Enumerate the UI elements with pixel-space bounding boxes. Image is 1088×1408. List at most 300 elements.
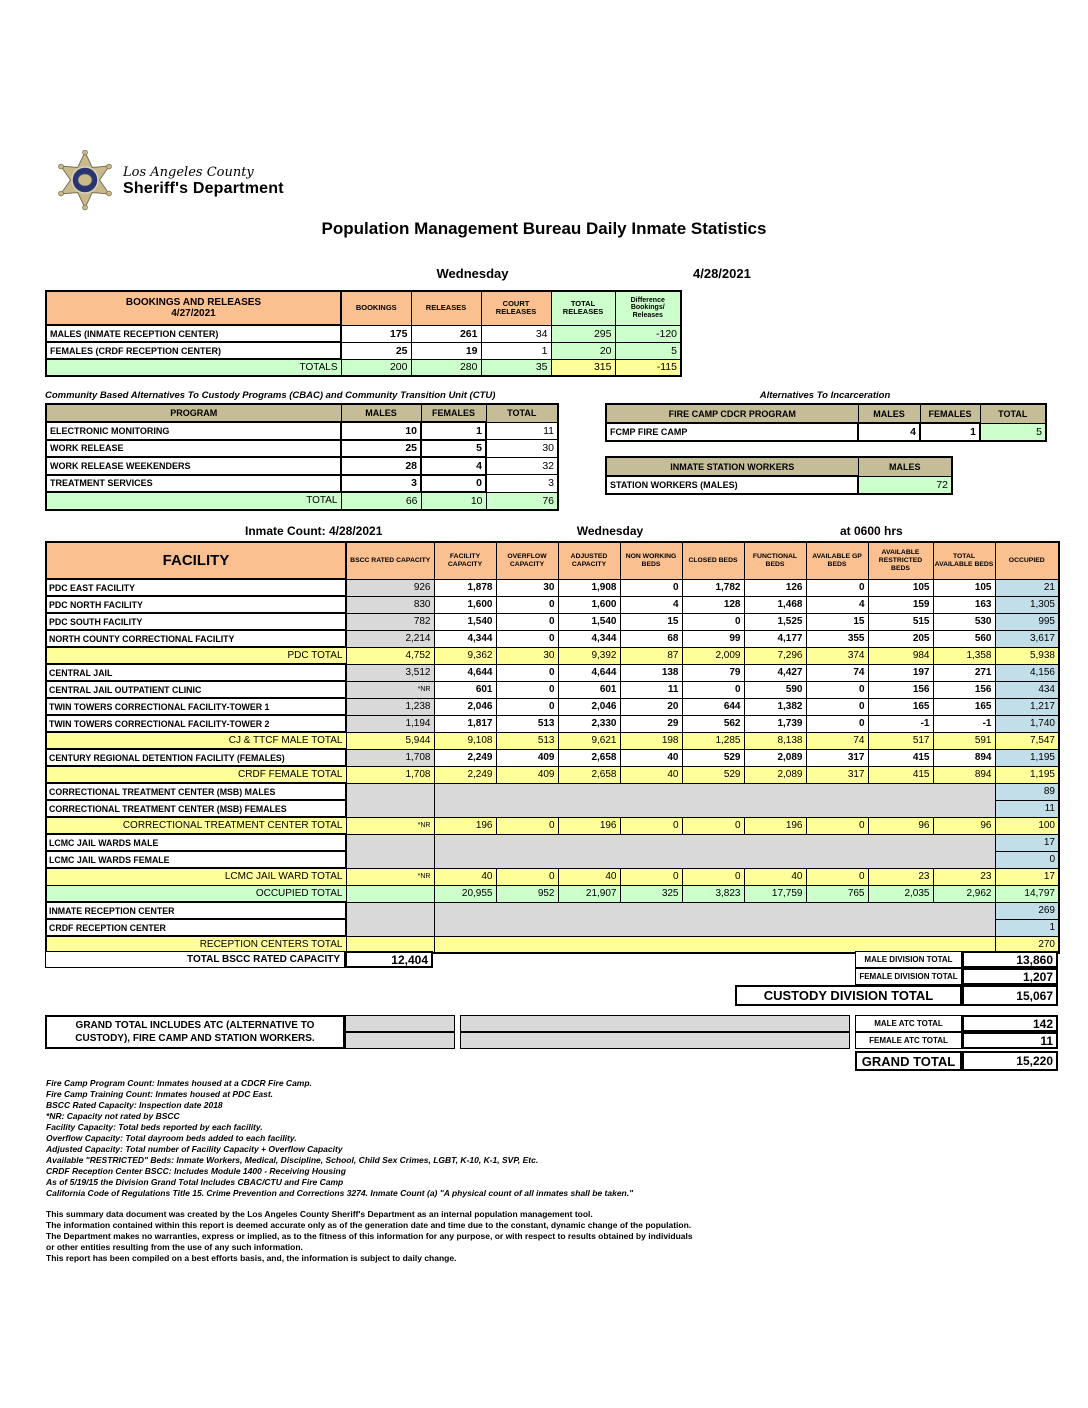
capacity-value: 30 [496, 579, 558, 596]
occupied-value: 1,740 [995, 715, 1059, 732]
capacity-value: 7,296 [744, 647, 806, 664]
bscc-value: 2,214 [346, 630, 434, 647]
capacity-value: 4 [806, 596, 868, 613]
capacity-value: 159 [868, 596, 933, 613]
capacity-value: 1,908 [558, 579, 620, 596]
occupied-value: 17 [995, 834, 1059, 851]
facility-label: LCMC JAIL WARDS MALE [46, 834, 346, 851]
bookings-title-text: BOOKINGS AND RELEASES [125, 297, 262, 308]
col-program: PROGRAM [46, 404, 341, 422]
col-adjusted-capacity: ADJUSTED CAPACITY [558, 542, 620, 579]
capacity-value: 156 [868, 681, 933, 698]
fire-camp-header-row [606, 404, 1046, 423]
bscc-empty [346, 834, 434, 851]
capacity-value: 325 [620, 885, 682, 902]
cbac-title: Community Based Alternatives To Custody Programs (CBAC) and Community Transition Unit (CTU) [45, 390, 496, 401]
col-bookings: BOOKINGS [341, 291, 411, 325]
agency-name [123, 165, 284, 198]
facility-label: CORRECTIONAL TREATMENT CENTER (MSB) MALES [46, 783, 346, 800]
subtotal-label: LCMC JAIL WARD TOTAL [46, 868, 346, 885]
cbac-header-row [46, 404, 558, 422]
bscc-value: 3,512 [346, 664, 434, 681]
facility-label: CORRECTIONAL TREATMENT CENTER (MSB) FEMALES [46, 800, 346, 817]
grand-total-note-line1: GRAND TOTAL INCLUDES ATC (ALTERNATIVE TO [75, 1020, 315, 1031]
capacity-value: 1,782 [682, 579, 744, 596]
fire-camp-females: 1 [920, 423, 980, 441]
facility-label: NORTH COUNTY CORRECTIONAL FACILITY [46, 630, 346, 647]
capacity-value: 2,962 [933, 885, 995, 902]
capacity-value: 4,177 [744, 630, 806, 647]
capacity-value: 0 [496, 868, 558, 885]
capacity-value: 0 [620, 868, 682, 885]
capacity-value: 1,878 [434, 579, 496, 596]
bscc-value: 1,708 [346, 766, 434, 783]
capacity-value: 1,600 [558, 596, 620, 613]
grand-total-note-line2: CUSTODY), FIRE CAMP AND STATION WORKERS. [75, 1033, 315, 1044]
capacity-value: 0 [620, 579, 682, 596]
capacity-value: 15 [620, 613, 682, 630]
col-total: TOTAL [980, 404, 1046, 423]
capacity-value: 0 [806, 715, 868, 732]
station-workers-header-row [606, 457, 952, 476]
capacity-value: 415 [868, 749, 933, 766]
col-releases: RELEASES [411, 291, 481, 325]
facility-label: PDC SOUTH FACILITY [46, 613, 346, 630]
capacity-value: 2,046 [558, 698, 620, 715]
male-division-total-value: 13,860 [962, 951, 1058, 968]
capacity-value: 9,392 [558, 647, 620, 664]
cbac-totals-row [46, 492, 558, 510]
merged-empty [434, 834, 995, 851]
capacity-value: 515 [868, 613, 933, 630]
capacity-value: 11 [620, 681, 682, 698]
bookings-row [46, 325, 681, 342]
capacity-value: 2,330 [558, 715, 620, 732]
capacity-value: 68 [620, 630, 682, 647]
total-bscc-rated-capacity-label: TOTAL BSCC RATED CAPACITY [45, 951, 345, 968]
bookings-value: 261 [411, 325, 481, 342]
capacity-value: 0 [496, 664, 558, 681]
report-day: Wednesday [436, 266, 509, 281]
capacity-value: 1,358 [933, 647, 995, 664]
sheriff-star-icon [55, 150, 115, 212]
occupied-value: 4,156 [995, 664, 1059, 681]
capacity-value: 23 [868, 868, 933, 885]
col-males: MALES [858, 457, 952, 476]
subtotal-label: CJ & TTCF MALE TOTAL [46, 732, 346, 749]
capacity-value: 0 [496, 630, 558, 647]
capacity-value: 644 [682, 698, 744, 715]
col-non-working-beds: NON WORKING BEDS [620, 542, 682, 579]
capacity-value: 40 [434, 868, 496, 885]
capacity-value: 40 [744, 868, 806, 885]
empty-cell [345, 1032, 455, 1049]
cbac-row-label: ELECTRONIC MONITORING [46, 422, 341, 440]
capacity-value: 105 [933, 579, 995, 596]
capacity-value: 0 [806, 579, 868, 596]
capacity-value: 409 [496, 766, 558, 783]
footnotes [46, 1078, 633, 1199]
occupied-value: 17 [995, 868, 1059, 885]
cbac-males: 25 [341, 440, 421, 458]
footnote-line: Adjusted Capacity: Total number of Facility Capacity + Overflow Capacity [46, 1144, 343, 1154]
col-total-available-beds: TOTAL AVAILABLE BEDS [933, 542, 995, 579]
capacity-value: 9,108 [434, 732, 496, 749]
merged-empty [434, 902, 995, 919]
cbac-row [46, 440, 558, 458]
facility-row [46, 834, 1059, 851]
capacity-value: 23 [933, 868, 995, 885]
bookings-total-value: 35 [481, 359, 551, 376]
facility-row [46, 817, 1059, 834]
cbac-females: 0 [421, 475, 486, 493]
capacity-value: 29 [620, 715, 682, 732]
occupied-value: 100 [995, 817, 1059, 834]
capacity-value: 0 [682, 613, 744, 630]
capacity-value: 74 [806, 664, 868, 681]
facility-row [46, 766, 1059, 783]
cbac-males: 10 [341, 422, 421, 440]
col-functional-beds: FUNCTIONAL BEDS [744, 542, 806, 579]
capacity-value: 530 [933, 613, 995, 630]
occupied-value: 89 [995, 783, 1059, 800]
facility-label: INMATE RECEPTION CENTER [46, 902, 346, 919]
bscc-value: 782 [346, 613, 434, 630]
capacity-value: 79 [682, 664, 744, 681]
footnote-line: Fire Camp Program Count: Inmates housed at a CDCR Fire Camp. [46, 1078, 312, 1088]
subtotal-label: PDC TOTAL [46, 647, 346, 664]
facility-label: CENTURY REGIONAL DETENTION FACILITY (FEMALES) [46, 749, 346, 766]
male-division-total-label: MALE DIVISION TOTAL [855, 951, 962, 968]
capacity-value: 4,644 [434, 664, 496, 681]
fire-camp-table [605, 403, 1047, 442]
female-division-total-value: 1,207 [962, 968, 1058, 985]
bscc-empty [346, 902, 434, 919]
col-males: MALES [341, 404, 421, 422]
cbac-total-value: 76 [486, 492, 558, 510]
empty-cell [460, 1015, 850, 1032]
capacity-value: 96 [868, 817, 933, 834]
capacity-value: 560 [933, 630, 995, 647]
capacity-value: 163 [933, 596, 995, 613]
facility-label: LCMC JAIL WARDS FEMALE [46, 851, 346, 868]
facility-row [46, 647, 1059, 664]
grand-total-note [45, 1015, 345, 1049]
cbac-males: 3 [341, 475, 421, 493]
cbac-row-label: TREATMENT SERVICES [46, 475, 341, 493]
occupied-value: 269 [995, 902, 1059, 919]
bookings-value: 295 [551, 325, 615, 342]
capacity-value: 894 [933, 766, 995, 783]
capacity-value: 2,089 [744, 749, 806, 766]
facility-row [46, 749, 1059, 766]
capacity-value: 513 [496, 715, 558, 732]
col-bscc-rated-capacity: BSCC RATED CAPACITY [346, 542, 434, 579]
cbac-females: 5 [421, 440, 486, 458]
capacity-value: 317 [806, 766, 868, 783]
capacity-value: 765 [806, 885, 868, 902]
occupied-value: 14,797 [995, 885, 1059, 902]
disclaimer-line: This summary data document was created by the Los Angeles County Sheriff's Department as an internal population management tool. [46, 1209, 593, 1219]
capacity-value: 2,658 [558, 766, 620, 783]
capacity-value: 4,427 [744, 664, 806, 681]
facility-label: TWIN TOWERS CORRECTIONAL FACILITY-TOWER 2 [46, 715, 346, 732]
capacity-value: 2,046 [434, 698, 496, 715]
capacity-value: 30 [496, 647, 558, 664]
capacity-value: 105 [868, 579, 933, 596]
bookings-table [45, 290, 682, 377]
capacity-value: 591 [933, 732, 995, 749]
fire-camp-total: 5 [980, 423, 1046, 441]
capacity-value: 562 [682, 715, 744, 732]
bscc-value: 830 [346, 596, 434, 613]
capacity-value: 0 [620, 817, 682, 834]
cbac-total-value: 10 [421, 492, 486, 510]
capacity-value: 513 [496, 732, 558, 749]
capacity-value: 601 [558, 681, 620, 698]
facility-row [46, 800, 1059, 817]
cbac-females: 4 [421, 457, 486, 475]
bookings-total-value: 315 [551, 359, 615, 376]
bookings-totals-row [46, 359, 681, 376]
bscc-value: 1,238 [346, 698, 434, 715]
bscc-value: *NR [346, 681, 434, 698]
capacity-value: 1,739 [744, 715, 806, 732]
cbac-row-label: WORK RELEASE WEEKENDERS [46, 457, 341, 475]
capacity-value: 138 [620, 664, 682, 681]
capacity-value: 0 [806, 868, 868, 885]
capacity-value: 2,089 [744, 766, 806, 783]
disclaimer-line: The Department makes no warranties, express or implied, as to the fitness of this information for any purpose, or with respect to results obtained by individuals [46, 1231, 693, 1241]
capacity-value: 0 [496, 613, 558, 630]
capacity-value: 0 [496, 596, 558, 613]
facility-row [46, 732, 1059, 749]
bookings-value: 25 [341, 342, 411, 359]
capacity-value: 128 [682, 596, 744, 613]
male-atc-total-value: 142 [962, 1015, 1058, 1032]
subtotal-label: CORRECTIONAL TREATMENT CENTER TOTAL [46, 817, 346, 834]
bookings-value: -120 [615, 325, 681, 342]
facility-row [46, 698, 1059, 715]
capacity-value: 2,658 [558, 749, 620, 766]
bookings-value: 175 [341, 325, 411, 342]
capacity-value: 3,823 [682, 885, 744, 902]
capacity-value: 198 [620, 732, 682, 749]
bookings-total-value: 200 [341, 359, 411, 376]
capacity-value: 99 [682, 630, 744, 647]
custody-division-total-label: CUSTODY DIVISION TOTAL [735, 985, 962, 1006]
capacity-value: 415 [868, 766, 933, 783]
bookings-row-label: FEMALES (CRDF RECEPTION CENTER) [46, 342, 341, 359]
facility-row [46, 715, 1059, 732]
capacity-value: 197 [868, 664, 933, 681]
col-total: TOTAL [486, 404, 558, 422]
capacity-value: 15 [806, 613, 868, 630]
col-inmate-station-workers: INMATE STATION WORKERS [606, 457, 858, 476]
col-facility: FACILITY [46, 542, 346, 579]
cbac-total: 11 [486, 422, 558, 440]
agency-department: Sheriff's Department [123, 179, 284, 197]
capacity-value: 40 [558, 868, 620, 885]
bscc-value: 926 [346, 579, 434, 596]
cbac-total-value: 66 [341, 492, 421, 510]
cbac-total: 3 [486, 475, 558, 493]
col-females: FEMALES [920, 404, 980, 423]
capacity-value: 317 [806, 749, 868, 766]
bookings-total-value: -115 [615, 359, 681, 376]
disclaimer [46, 1209, 693, 1264]
bscc-value: *NR [346, 817, 434, 834]
capacity-value: 196 [558, 817, 620, 834]
occupied-value: 434 [995, 681, 1059, 698]
disclaimer-line: The information contained within this report is deemed accurate only as of the generation date and time due to the constant, dynamic change of the population. [46, 1220, 692, 1230]
capacity-value: 4,644 [558, 664, 620, 681]
inmate-count-label: Inmate Count: 4/28/2021 [245, 524, 383, 538]
facility-row [46, 783, 1059, 800]
col-available-gp-beds: AVAILABLE GP BEDS [806, 542, 868, 579]
capacity-value: 156 [933, 681, 995, 698]
bookings-value: 34 [481, 325, 551, 342]
bscc-value: 1,194 [346, 715, 434, 732]
capacity-value: 0 [496, 681, 558, 698]
report-date: 4/28/2021 [693, 266, 751, 281]
capacity-value: 0 [806, 698, 868, 715]
grand-total-section [45, 1015, 1058, 1075]
station-workers-value: 72 [858, 476, 952, 494]
bscc-value: 5,944 [346, 732, 434, 749]
bscc-empty [346, 783, 434, 800]
capacity-value: 984 [868, 647, 933, 664]
col-overflow-capacity: OVERFLOW CAPACITY [496, 542, 558, 579]
bookings-header-title [46, 291, 341, 325]
capacity-value: 1,540 [434, 613, 496, 630]
facility-row [46, 681, 1059, 698]
capacity-value: 87 [620, 647, 682, 664]
inmate-count-day: Wednesday [576, 524, 644, 538]
capacity-value: 1,382 [744, 698, 806, 715]
female-division-total-label: FEMALE DIVISION TOTAL [855, 968, 962, 985]
cbac-row-label: WORK RELEASE [46, 440, 341, 458]
col-available-restricted-beds: AVAILABLE RESTRICTED BEDS [868, 542, 933, 579]
facility-row [46, 630, 1059, 647]
capacity-value: 0 [806, 681, 868, 698]
capacity-value: 1,600 [434, 596, 496, 613]
lasd-logo [55, 150, 284, 212]
occupied-value: 1,195 [995, 749, 1059, 766]
bookings-total-value: 280 [411, 359, 481, 376]
cbac-totals-label: TOTAL [46, 492, 341, 510]
occupied-value: 3,617 [995, 630, 1059, 647]
capacity-value: 355 [806, 630, 868, 647]
capacity-value: 894 [933, 749, 995, 766]
capacity-value: 601 [434, 681, 496, 698]
occupied-value: 11 [995, 800, 1059, 817]
bookings-value: 20 [551, 342, 615, 359]
capacity-value: 409 [496, 749, 558, 766]
subtotal-label: CRDF FEMALE TOTAL [46, 766, 346, 783]
facility-row [46, 885, 1059, 902]
capacity-value: 96 [933, 817, 995, 834]
facility-row [46, 902, 1059, 919]
facility-row [46, 664, 1059, 681]
bookings-value: 1 [481, 342, 551, 359]
ati-title: Alternatives To Incarceration [759, 390, 891, 401]
col-occupied: OCCUPIED [995, 542, 1059, 579]
bscc-value [346, 885, 434, 902]
facility-row [46, 579, 1059, 596]
capacity-value: 21,907 [558, 885, 620, 902]
facility-label: CRDF RECEPTION CENTER [46, 919, 346, 936]
occupied-value: 21 [995, 579, 1059, 596]
bscc-value: *NR [346, 868, 434, 885]
bookings-value: 19 [411, 342, 481, 359]
capacity-value: 1,817 [434, 715, 496, 732]
occupied-value: 7,547 [995, 732, 1059, 749]
male-atc-total-label: MALE ATC TOTAL [855, 1015, 962, 1032]
capacity-value: 205 [868, 630, 933, 647]
bookings-totals-label: TOTALS [46, 359, 341, 376]
footnote-line: California Code of Regulations Title 15. Crime Prevention and Corrections 3274. Inmate Count (a) "A physical count of all inmates shall be taken." [46, 1188, 634, 1198]
col-males: MALES [858, 404, 920, 423]
empty-cell [460, 1032, 850, 1049]
custody-division-total-value: 15,067 [962, 985, 1058, 1006]
cbac-row [46, 475, 558, 493]
capacity-value: 0 [682, 817, 744, 834]
capacity-value: 529 [682, 766, 744, 783]
capacity-value: 1,285 [682, 732, 744, 749]
merged-empty [434, 851, 995, 868]
capacity-value: 9,621 [558, 732, 620, 749]
station-workers-row [606, 476, 952, 494]
capacity-value: 0 [682, 681, 744, 698]
col-females: FEMALES [421, 404, 486, 422]
capacity-value: 0 [496, 698, 558, 715]
cbac-table [45, 403, 559, 511]
capacity-value: 20,955 [434, 885, 496, 902]
capacity-value: 0 [496, 817, 558, 834]
footnote-line: Overflow Capacity: Total dayroom beds added to each facility. [46, 1133, 297, 1143]
capacity-value: 517 [868, 732, 933, 749]
capacity-value: 9,362 [434, 647, 496, 664]
capacity-value: 40 [620, 766, 682, 783]
facility-row [46, 868, 1059, 885]
disclaimer-line: This report has been compiled on a best efforts basis, and, the information is subject to daily change. [46, 1253, 457, 1263]
fire-camp-row [606, 423, 1046, 441]
capacity-value: 8,138 [744, 732, 806, 749]
occupied-value: 1 [995, 919, 1059, 936]
bscc-empty [346, 851, 434, 868]
capacity-value: 1,468 [744, 596, 806, 613]
agency-county: Los Angeles County [123, 164, 254, 180]
occupied-value: 0 [995, 851, 1059, 868]
occupied-value: 1,217 [995, 698, 1059, 715]
facility-label: CENTRAL JAIL [46, 664, 346, 681]
bookings-row [46, 342, 681, 359]
footnote-line: CRDF Reception Center BSCC: Includes Module 1400 - Receiving Housing [46, 1166, 346, 1176]
capacity-value: -1 [868, 715, 933, 732]
bscc-empty [346, 919, 434, 936]
empty-cell [345, 1015, 455, 1032]
capacity-value: 374 [806, 647, 868, 664]
fire-camp-males: 4 [858, 423, 920, 441]
col-facility-capacity: FACILITY CAPACITY [434, 542, 496, 579]
total-bscc-rated-capacity-value: 12,404 [345, 951, 433, 968]
occupied-value: 270 [995, 936, 1059, 953]
female-atc-total-value: 11 [962, 1032, 1058, 1049]
cbac-females: 1 [421, 422, 486, 440]
footnote-line: As of 5/19/15 the Division Grand Total Includes CBAC/CTU and Fire Camp [46, 1177, 344, 1187]
disclaimer-line: or other entities resulting from the use of any such information. [46, 1242, 303, 1252]
